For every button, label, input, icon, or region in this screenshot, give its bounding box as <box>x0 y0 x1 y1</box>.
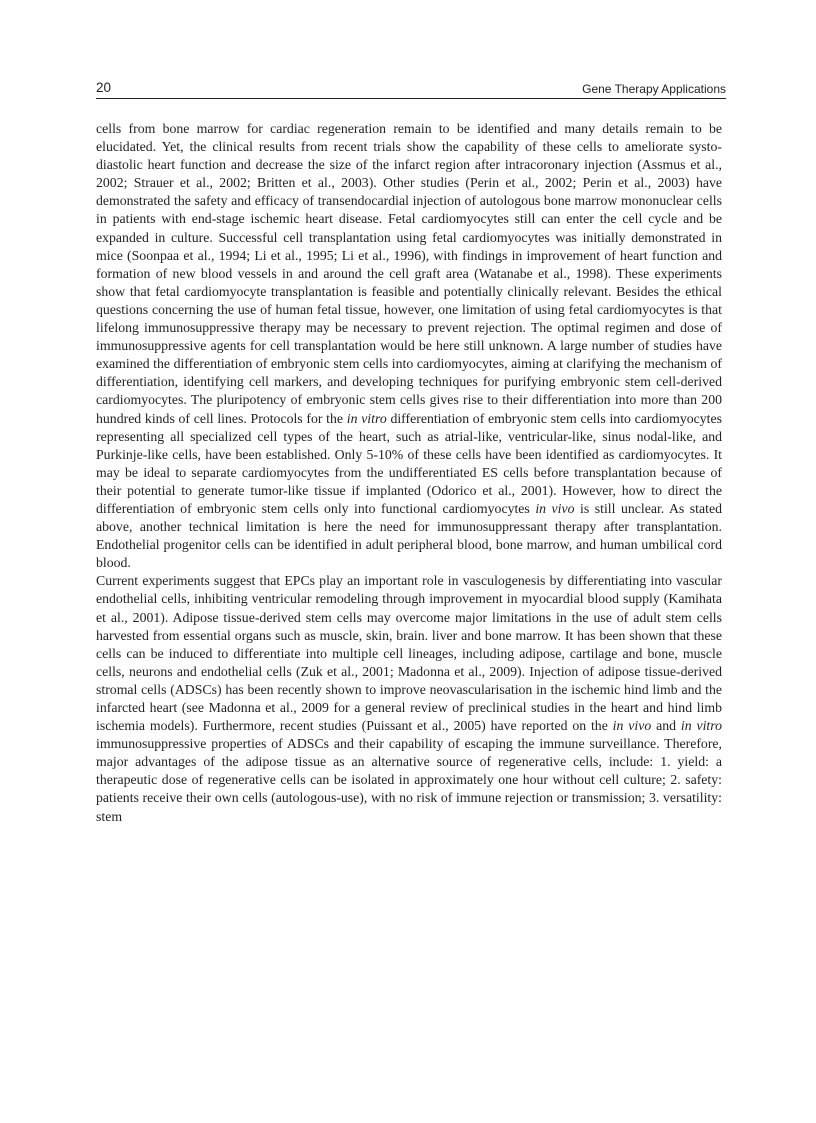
text-segment: cells from bone marrow for cardiac regeneration remain to be identified and many details remain to be elucidated. Yet, the clinical results from recent trials show the capability of these cells to ameliorate systo-diastolic heart function and decrease the size of the infarct region after intracoronary injection (Assmus et al., 2002; Strauer et al., 2002; Britten et al., 2003). Other studies (Perin et al., 2002; Perin et al., 2003) have demonstrated the safety and efficacy of transendocardial injection of autologous bone marrow mononuclear cells in patients with end-stage ischemic heart disease. Fetal cardiomyocytes still can enter the cell cycle and be expanded in culture. Successful cell transplantation using fetal cardiomyocytes was initially demonstrated in mice (Soonpaa et al., 1994; Li et al., 1995; Li et al., 1996), with findings in improvement of heart function and formation of new blood vessels in and around the cell graft area (Watanabe et al., 1998). These experiments show that fetal cardiomyocyte transplantation is feasible and potentially clinically relevant. Besides the ethical questions concerning the use of human fetal tissue, however, one limitation of using fetal cardiomyocytes is that lifelong immunosuppressive therapy may be necessary to prevent rejection. The optimal regimen and dose of immunosuppressive agents for cell transplantation would be here still unknown. A large number of studies have examined the differentiation of embryonic stem cells into cardiomyocytes, aiming at clarifying the mechanism of differentiation, identifying cell markers, and developing techniques for purifying embryonic stem cell-derived cardiomyocytes. The pluripotency of embryonic stem cells gives rise to their differentiation into more than 200 hundred kinds of cell lines. Protocols for the <box>96 121 722 426</box>
running-title: Gene Therapy Applications <box>582 82 726 96</box>
paragraph <box>96 572 722 825</box>
italic-term: in vivo <box>535 500 575 516</box>
body-text <box>96 120 722 826</box>
text-segment: differentiation of embryonic stem cells into cardiomyocytes representing all specialized cell types of the heart, such as atrial-like, ventricular-like, sinus nodal-like, and Purkinje-like cells, have been established. Only 5-10% of these cells have been identified as cardiomyocytes. It may be ideal to separate cardiomyocytes from the undifferentiated ES cells before transplantation because of their potential to generate tumor-like tissue if implanted (Odorico et al., 2001). However, how to direct the differentiation of embryonic stem cells only into functional cardiomyocytes <box>96 410 722 516</box>
page-header <box>96 81 726 99</box>
text-segment: immunosuppressive properties of ADSCs and their capability of escaping the immune surveillance. Therefore, major advantages of the adipose tissue as an alternative source of regenerative cells, include: 1. yield: a therapeutic dose of regenerative cells can be isolated in approximately one hour without cell culture; 2. safety: patients receive their own cells (autologous-use), with no risk of immune rejection or transmission; 3. versatility: stem <box>96 736 722 824</box>
text-segment: is still unclear. As stated above, another technical limitation is here the need for immunosuppressant therapy after transplantation. Endothelial progenitor cells can be identified in adult peripheral blood, bone marrow, and human umbilical cord blood. <box>96 500 722 571</box>
italic-term: in vivo <box>612 718 652 734</box>
page-number: 20 <box>96 80 112 95</box>
text-segment: Current experiments suggest that EPCs play an important role in vasculogenesis by differentiating into vascular endothelial cells, inhibiting ventricular remodeling through improvement in myocardial blood supply (Kamihata et al., 2001). Adipose tissue-derived stem cells may overcome major limitations in the use of adult stem cells harvested from essential organs such as muscle, skin, brain. liver and bone marrow. It has been shown that these cells can be induced to differentiate into multiple cell lineages, including adipose, cartilage and bone, muscle cells, neurons and endothelial cells (Zuk et al., 2001; Madonna et al., 2009). Injection of adipose tissue-derived stromal cells (ADSCs) has been recently shown to improve neovascularisation in the ischemic hind limb and the infarcted heart (see Madonna et al., 2009 for a general review of preclinical studies in the heart and hind limb ischemia models). Furthermore, recent studies (Puissant et al., 2005) have reported on the <box>96 573 722 734</box>
text-segment: and <box>651 718 681 734</box>
italic-term: in vitro <box>346 410 387 426</box>
paragraph <box>96 120 722 572</box>
italic-term: in vitro <box>680 718 722 734</box>
